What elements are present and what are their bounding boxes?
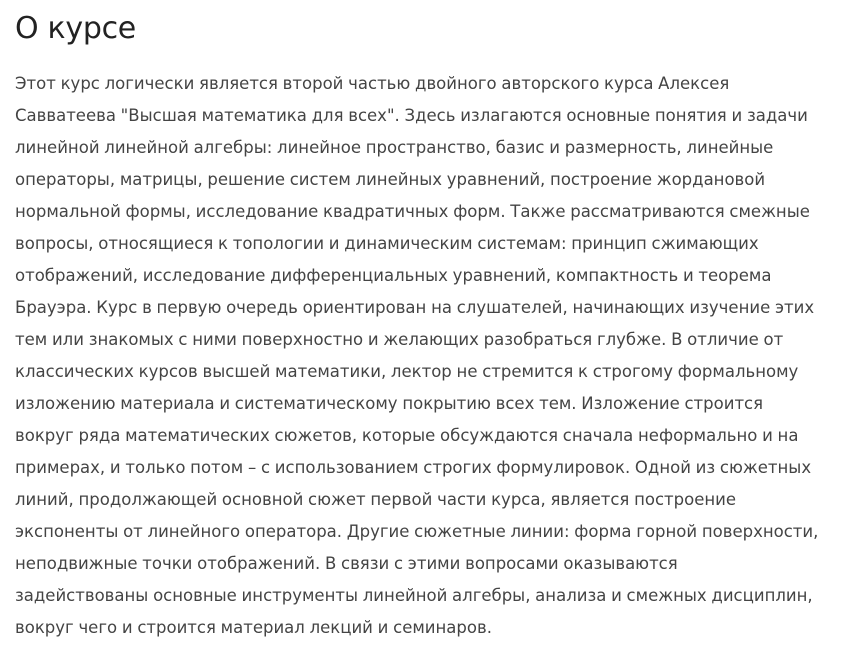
course-description: Этот курс логически является второй частью двойного авторского курса Алексея Савватеева "Высшая математика для всех". Здесь излагаются основные понятия и задачи линейной линейной алгебры: линейное пространство, базис и размерность, линейные операторы, матрицы, решение систем линейных уравнений, построение жордановой нормальной формы, исследование квадратичных форм. Также рассматриваются смежные вопросы, относящиеся к топологии и динамическим системам: принцип сжимающих отображений, исследование дифференциальных уравнений, компактность и теорема Брауэра. Курс в первую очередь ориентирован на слушателей, начинающих изучение этих тем или знакомых с ними поверхностно и желающих разобраться глубже. В отличие от классических курсов высшей математики, лектор не стремится к строгому формальному изложению материала и систематическому покрытию всех тем. Изложение строится вокруг ряда математических сюжетов, которые обсуждаются сначала неформально и на примерах, и только потом – с использованием строгих формулировок. Одной из сюжетных линий, продолжающей основной сюжет первой части курса, является построение экспоненты от линейного оператора. Другие сюжетные линии: форма горной поверхности, неподвижные точки отображений. В связи с этими вопросами оказываются задействованы основные инструменты линейной алгебры, анализа и смежных дисциплин, вокруг чего и строится материал лекций и семинаров. bbox=[15, 74, 819, 637]
about-course-section bbox=[15, 8, 825, 644]
section-title: О курсе bbox=[15, 11, 136, 46]
